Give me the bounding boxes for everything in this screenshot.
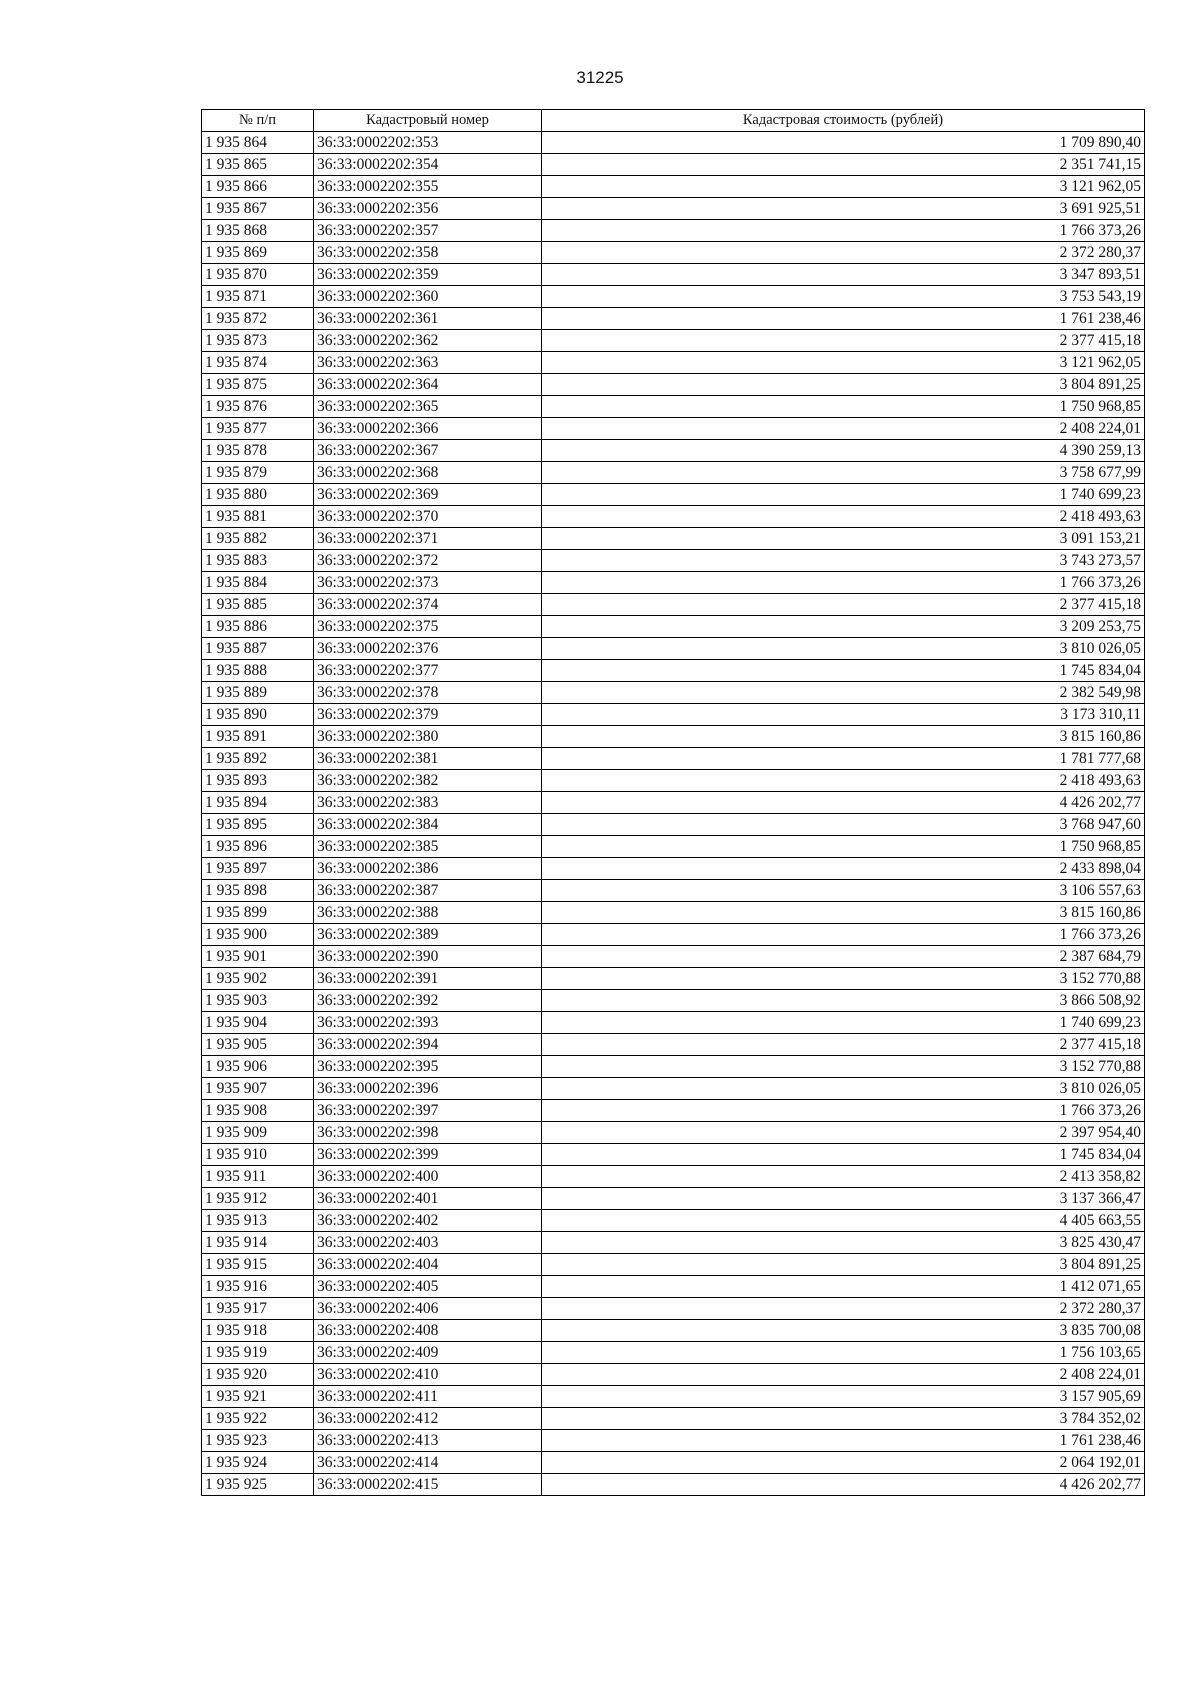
row-number-cell: 1 935 873 <box>202 330 314 352</box>
row-number-cell: 1 935 866 <box>202 176 314 198</box>
cadastral-value-cell: 3 825 430,47 <box>542 1232 1145 1254</box>
cadastral-value-cell: 2 418 493,63 <box>542 770 1145 792</box>
row-number-cell: 1 935 898 <box>202 880 314 902</box>
cadastral-number-cell: 36:33:0002202:388 <box>314 902 542 924</box>
cadastral-number-cell: 36:33:0002202:360 <box>314 286 542 308</box>
row-number-cell: 1 935 865 <box>202 154 314 176</box>
cadastral-value-cell: 3 157 905,69 <box>542 1386 1145 1408</box>
cadastral-value-cell: 2 433 898,04 <box>542 858 1145 880</box>
row-number-cell: 1 935 913 <box>202 1210 314 1232</box>
table-row <box>202 946 1145 968</box>
row-number-cell: 1 935 883 <box>202 550 314 572</box>
table-row <box>202 220 1145 242</box>
cadastral-number-cell: 36:33:0002202:383 <box>314 792 542 814</box>
cadastral-number-cell: 36:33:0002202:365 <box>314 396 542 418</box>
row-number-cell: 1 935 917 <box>202 1298 314 1320</box>
cadastral-number-cell: 36:33:0002202:409 <box>314 1342 542 1364</box>
cadastral-value-cell: 3 804 891,25 <box>542 1254 1145 1276</box>
table-row <box>202 990 1145 1012</box>
cadastral-value-cell: 2 064 192,01 <box>542 1452 1145 1474</box>
cadastral-number-cell: 36:33:0002202:374 <box>314 594 542 616</box>
cadastral-number-cell: 36:33:0002202:404 <box>314 1254 542 1276</box>
row-number-cell: 1 935 887 <box>202 638 314 660</box>
table-row <box>202 902 1145 924</box>
cadastral-value-cell: 3 784 352,02 <box>542 1408 1145 1430</box>
row-number-cell: 1 935 903 <box>202 990 314 1012</box>
row-number-cell: 1 935 911 <box>202 1166 314 1188</box>
row-number-cell: 1 935 886 <box>202 616 314 638</box>
cadastral-number-cell: 36:33:0002202:387 <box>314 880 542 902</box>
row-number-cell: 1 935 921 <box>202 1386 314 1408</box>
table-row <box>202 198 1145 220</box>
cadastral-value-cell: 1 750 968,85 <box>542 396 1145 418</box>
cadastral-value-cell: 3 152 770,88 <box>542 968 1145 990</box>
row-number-cell: 1 935 918 <box>202 1320 314 1342</box>
cadastral-number-cell: 36:33:0002202:369 <box>314 484 542 506</box>
cadastral-number-cell: 36:33:0002202:405 <box>314 1276 542 1298</box>
row-number-cell: 1 935 925 <box>202 1474 314 1496</box>
cadastral-value-cell: 1 745 834,04 <box>542 1144 1145 1166</box>
cadastral-number-cell: 36:33:0002202:384 <box>314 814 542 836</box>
row-number-cell: 1 935 896 <box>202 836 314 858</box>
cadastral-number-cell: 36:33:0002202:394 <box>314 1034 542 1056</box>
row-number-cell: 1 935 922 <box>202 1408 314 1430</box>
table-row <box>202 506 1145 528</box>
cadastral-number-cell: 36:33:0002202:408 <box>314 1320 542 1342</box>
table-row <box>202 396 1145 418</box>
cadastral-value-cell: 1 781 777,68 <box>542 748 1145 770</box>
cadastral-value-cell: 1 766 373,26 <box>542 220 1145 242</box>
table-row <box>202 1474 1145 1496</box>
cadastral-value-cell: 1 766 373,26 <box>542 572 1145 594</box>
table-row <box>202 1144 1145 1166</box>
cadastral-number-cell: 36:33:0002202:364 <box>314 374 542 396</box>
page-number: 31225 <box>576 68 624 87</box>
cadastral-value-cell: 3 743 273,57 <box>542 550 1145 572</box>
cadastral-value-cell: 3 121 962,05 <box>542 176 1145 198</box>
row-number-cell: 1 935 906 <box>202 1056 314 1078</box>
cadastral-number-cell: 36:33:0002202:385 <box>314 836 542 858</box>
cadastral-number-cell: 36:33:0002202:380 <box>314 726 542 748</box>
cadastral-number-cell: 36:33:0002202:356 <box>314 198 542 220</box>
table-row <box>202 770 1145 792</box>
header-cadastral-number: Кадастровый номер <box>314 110 542 132</box>
row-number-cell: 1 935 879 <box>202 462 314 484</box>
row-number-cell: 1 935 878 <box>202 440 314 462</box>
row-number-cell: 1 935 910 <box>202 1144 314 1166</box>
cadastral-number-cell: 36:33:0002202:357 <box>314 220 542 242</box>
table-row <box>202 550 1145 572</box>
cadastral-value-cell: 2 408 224,01 <box>542 418 1145 440</box>
cadastral-value-table <box>201 109 1145 1496</box>
table-row <box>202 748 1145 770</box>
cadastral-number-cell: 36:33:0002202:397 <box>314 1100 542 1122</box>
cadastral-number-cell: 36:33:0002202:398 <box>314 1122 542 1144</box>
cadastral-number-cell: 36:33:0002202:403 <box>314 1232 542 1254</box>
table-row <box>202 572 1145 594</box>
table-row <box>202 374 1145 396</box>
cadastral-value-cell: 2 408 224,01 <box>542 1364 1145 1386</box>
row-number-cell: 1 935 905 <box>202 1034 314 1056</box>
header-cadastral-value: Кадастровая стоимость (рублей) <box>542 110 1145 132</box>
cadastral-value-cell: 4 405 663,55 <box>542 1210 1145 1232</box>
cadastral-value-cell: 1 756 103,65 <box>542 1342 1145 1364</box>
cadastral-number-cell: 36:33:0002202:379 <box>314 704 542 726</box>
cadastral-number-cell: 36:33:0002202:411 <box>314 1386 542 1408</box>
row-number-cell: 1 935 881 <box>202 506 314 528</box>
table-row <box>202 1034 1145 1056</box>
table-row <box>202 308 1145 330</box>
table-row <box>202 1276 1145 1298</box>
row-number-cell: 1 935 900 <box>202 924 314 946</box>
row-number-cell: 1 935 868 <box>202 220 314 242</box>
row-number-cell: 1 935 916 <box>202 1276 314 1298</box>
table-row <box>202 1122 1145 1144</box>
table-row <box>202 1342 1145 1364</box>
cadastral-value-cell: 3 768 947,60 <box>542 814 1145 836</box>
row-number-cell: 1 935 924 <box>202 1452 314 1474</box>
table-row <box>202 1166 1145 1188</box>
row-number-cell: 1 935 875 <box>202 374 314 396</box>
row-number-cell: 1 935 882 <box>202 528 314 550</box>
cadastral-value-cell: 3 758 677,99 <box>542 462 1145 484</box>
cadastral-value-cell: 4 426 202,77 <box>542 1474 1145 1496</box>
cadastral-number-cell: 36:33:0002202:366 <box>314 418 542 440</box>
cadastral-number-cell: 36:33:0002202:392 <box>314 990 542 1012</box>
row-number-cell: 1 935 923 <box>202 1430 314 1452</box>
cadastral-value-cell: 3 810 026,05 <box>542 638 1145 660</box>
cadastral-number-cell: 36:33:0002202:370 <box>314 506 542 528</box>
table-row <box>202 616 1145 638</box>
cadastral-value-cell: 3 152 770,88 <box>542 1056 1145 1078</box>
cadastral-value-cell: 2 397 954,40 <box>542 1122 1145 1144</box>
cadastral-number-cell: 36:33:0002202:401 <box>314 1188 542 1210</box>
table-row <box>202 880 1145 902</box>
cadastral-value-cell: 1 761 238,46 <box>542 1430 1145 1452</box>
cadastral-value-cell: 1 761 238,46 <box>542 308 1145 330</box>
cadastral-number-cell: 36:33:0002202:393 <box>314 1012 542 1034</box>
cadastral-value-cell: 3 804 891,25 <box>542 374 1145 396</box>
cadastral-number-cell: 36:33:0002202:391 <box>314 968 542 990</box>
table-row <box>202 836 1145 858</box>
cadastral-value-cell: 3 106 557,63 <box>542 880 1145 902</box>
cadastral-value-cell: 2 372 280,37 <box>542 242 1145 264</box>
cadastral-number-cell: 36:33:0002202:406 <box>314 1298 542 1320</box>
table-row <box>202 1320 1145 1342</box>
row-number-cell: 1 935 904 <box>202 1012 314 1034</box>
cadastral-number-cell: 36:33:0002202:373 <box>314 572 542 594</box>
table-row <box>202 814 1145 836</box>
cadastral-value-cell: 4 390 259,13 <box>542 440 1145 462</box>
row-number-cell: 1 935 899 <box>202 902 314 924</box>
cadastral-number-cell: 36:33:0002202:386 <box>314 858 542 880</box>
table-row <box>202 1452 1145 1474</box>
table-row <box>202 1056 1145 1078</box>
table-row <box>202 1408 1145 1430</box>
table-row <box>202 594 1145 616</box>
cadastral-number-cell: 36:33:0002202:371 <box>314 528 542 550</box>
table-row <box>202 704 1145 726</box>
table-row <box>202 176 1145 198</box>
cadastral-value-cell: 3 815 160,86 <box>542 902 1145 924</box>
row-number-cell: 1 935 907 <box>202 1078 314 1100</box>
cadastral-number-cell: 36:33:0002202:399 <box>314 1144 542 1166</box>
cadastral-value-cell: 3 121 962,05 <box>542 352 1145 374</box>
cadastral-value-cell: 2 377 415,18 <box>542 1034 1145 1056</box>
row-number-cell: 1 935 893 <box>202 770 314 792</box>
table-row <box>202 1210 1145 1232</box>
table-row <box>202 1232 1145 1254</box>
cadastral-value-cell: 2 382 549,98 <box>542 682 1145 704</box>
row-number-cell: 1 935 872 <box>202 308 314 330</box>
table-row <box>202 418 1145 440</box>
table-row <box>202 726 1145 748</box>
cadastral-number-cell: 36:33:0002202:362 <box>314 330 542 352</box>
table-body <box>202 132 1145 1496</box>
cadastral-number-cell: 36:33:0002202:412 <box>314 1408 542 1430</box>
table-row <box>202 638 1145 660</box>
row-number-cell: 1 935 920 <box>202 1364 314 1386</box>
row-number-cell: 1 935 919 <box>202 1342 314 1364</box>
cadastral-value-cell: 1 709 890,40 <box>542 132 1145 154</box>
table-row <box>202 528 1145 550</box>
cadastral-number-cell: 36:33:0002202:353 <box>314 132 542 154</box>
cadastral-number-cell: 36:33:0002202:413 <box>314 1430 542 1452</box>
table-row <box>202 264 1145 286</box>
cadastral-value-cell: 3 753 543,19 <box>542 286 1145 308</box>
row-number-cell: 1 935 876 <box>202 396 314 418</box>
table-row <box>202 1078 1145 1100</box>
cadastral-number-cell: 36:33:0002202:395 <box>314 1056 542 1078</box>
cadastral-number-cell: 36:33:0002202:359 <box>314 264 542 286</box>
row-number-cell: 1 935 884 <box>202 572 314 594</box>
cadastral-value-cell: 2 377 415,18 <box>542 330 1145 352</box>
cadastral-value-cell: 2 372 280,37 <box>542 1298 1145 1320</box>
row-number-cell: 1 935 869 <box>202 242 314 264</box>
table-row <box>202 286 1145 308</box>
cadastral-value-cell: 3 347 893,51 <box>542 264 1145 286</box>
row-number-cell: 1 935 892 <box>202 748 314 770</box>
cadastral-number-cell: 36:33:0002202:376 <box>314 638 542 660</box>
row-number-cell: 1 935 871 <box>202 286 314 308</box>
cadastral-value-cell: 2 418 493,63 <box>542 506 1145 528</box>
header-row <box>202 110 1145 132</box>
table-row <box>202 682 1145 704</box>
table-row <box>202 858 1145 880</box>
cadastral-number-cell: 36:33:0002202:414 <box>314 1452 542 1474</box>
cadastral-value-cell: 1 412 071,65 <box>542 1276 1145 1298</box>
cadastral-value-cell: 2 413 358,82 <box>542 1166 1145 1188</box>
row-number-cell: 1 935 890 <box>202 704 314 726</box>
row-number-cell: 1 935 891 <box>202 726 314 748</box>
row-number-cell: 1 935 908 <box>202 1100 314 1122</box>
cadastral-number-cell: 36:33:0002202:375 <box>314 616 542 638</box>
row-number-cell: 1 935 888 <box>202 660 314 682</box>
table-row <box>202 440 1145 462</box>
cadastral-number-cell: 36:33:0002202:358 <box>314 242 542 264</box>
cadastral-number-cell: 36:33:0002202:415 <box>314 1474 542 1496</box>
table-row <box>202 1364 1145 1386</box>
row-number-cell: 1 935 894 <box>202 792 314 814</box>
cadastral-number-cell: 36:33:0002202:381 <box>314 748 542 770</box>
row-number-cell: 1 935 889 <box>202 682 314 704</box>
table-row <box>202 1100 1145 1122</box>
table-row <box>202 660 1145 682</box>
table-row <box>202 242 1145 264</box>
cadastral-value-cell: 3 137 366,47 <box>542 1188 1145 1210</box>
row-number-cell: 1 935 880 <box>202 484 314 506</box>
table-row <box>202 1012 1145 1034</box>
cadastral-number-cell: 36:33:0002202:382 <box>314 770 542 792</box>
table-header <box>202 110 1145 132</box>
table-row <box>202 462 1145 484</box>
table-row <box>202 132 1145 154</box>
row-number-cell: 1 935 874 <box>202 352 314 374</box>
cadastral-number-cell: 36:33:0002202:368 <box>314 462 542 484</box>
cadastral-value-cell: 2 387 684,79 <box>542 946 1145 968</box>
cadastral-value-cell: 1 750 968,85 <box>542 836 1145 858</box>
cadastral-number-cell: 36:33:0002202:390 <box>314 946 542 968</box>
cadastral-value-cell: 1 740 699,23 <box>542 1012 1145 1034</box>
row-number-cell: 1 935 877 <box>202 418 314 440</box>
table-row <box>202 1386 1145 1408</box>
table-row <box>202 1298 1145 1320</box>
cadastral-number-cell: 36:33:0002202:396 <box>314 1078 542 1100</box>
cadastral-value-cell: 3 815 160,86 <box>542 726 1145 748</box>
cadastral-value-cell: 1 766 373,26 <box>542 1100 1145 1122</box>
cadastral-number-cell: 36:33:0002202:355 <box>314 176 542 198</box>
row-number-cell: 1 935 915 <box>202 1254 314 1276</box>
cadastral-value-cell: 1 740 699,23 <box>542 484 1145 506</box>
cadastral-value-cell: 1 745 834,04 <box>542 660 1145 682</box>
cadastral-number-cell: 36:33:0002202:377 <box>314 660 542 682</box>
table-row <box>202 1254 1145 1276</box>
cadastral-value-cell: 3 209 253,75 <box>542 616 1145 638</box>
row-number-cell: 1 935 895 <box>202 814 314 836</box>
cadastral-number-cell: 36:33:0002202:354 <box>314 154 542 176</box>
cadastral-number-cell: 36:33:0002202:402 <box>314 1210 542 1232</box>
row-number-cell: 1 935 914 <box>202 1232 314 1254</box>
row-number-cell: 1 935 870 <box>202 264 314 286</box>
header-row-number: № п/п <box>202 110 314 132</box>
row-number-cell: 1 935 902 <box>202 968 314 990</box>
cadastral-value-cell: 3 173 310,11 <box>542 704 1145 726</box>
cadastral-value-cell: 3 835 700,08 <box>542 1320 1145 1342</box>
row-number-cell: 1 935 909 <box>202 1122 314 1144</box>
cadastral-number-cell: 36:33:0002202:410 <box>314 1364 542 1386</box>
cadastral-number-cell: 36:33:0002202:378 <box>314 682 542 704</box>
table-row <box>202 792 1145 814</box>
row-number-cell: 1 935 864 <box>202 132 314 154</box>
cadastral-number-cell: 36:33:0002202:400 <box>314 1166 542 1188</box>
table-row <box>202 330 1145 352</box>
row-number-cell: 1 935 912 <box>202 1188 314 1210</box>
cadastral-number-cell: 36:33:0002202:389 <box>314 924 542 946</box>
cadastral-value-cell: 3 091 153,21 <box>542 528 1145 550</box>
cadastral-number-cell: 36:33:0002202:361 <box>314 308 542 330</box>
row-number-cell: 1 935 885 <box>202 594 314 616</box>
table-row <box>202 968 1145 990</box>
row-number-cell: 1 935 897 <box>202 858 314 880</box>
cadastral-value-cell: 3 866 508,92 <box>542 990 1145 1012</box>
table-row <box>202 154 1145 176</box>
cadastral-number-cell: 36:33:0002202:367 <box>314 440 542 462</box>
cadastral-number-cell: 36:33:0002202:363 <box>314 352 542 374</box>
row-number-cell: 1 935 867 <box>202 198 314 220</box>
table-row <box>202 1430 1145 1452</box>
row-number-cell: 1 935 901 <box>202 946 314 968</box>
cadastral-value-cell: 1 766 373,26 <box>542 924 1145 946</box>
cadastral-value-cell: 4 426 202,77 <box>542 792 1145 814</box>
table-row <box>202 1188 1145 1210</box>
cadastral-value-cell: 3 691 925,51 <box>542 198 1145 220</box>
table-row <box>202 484 1145 506</box>
table-row <box>202 352 1145 374</box>
cadastral-value-cell: 2 377 415,18 <box>542 594 1145 616</box>
cadastral-value-cell: 2 351 741,15 <box>542 154 1145 176</box>
table-row <box>202 924 1145 946</box>
cadastral-value-cell: 3 810 026,05 <box>542 1078 1145 1100</box>
cadastral-number-cell: 36:33:0002202:372 <box>314 550 542 572</box>
